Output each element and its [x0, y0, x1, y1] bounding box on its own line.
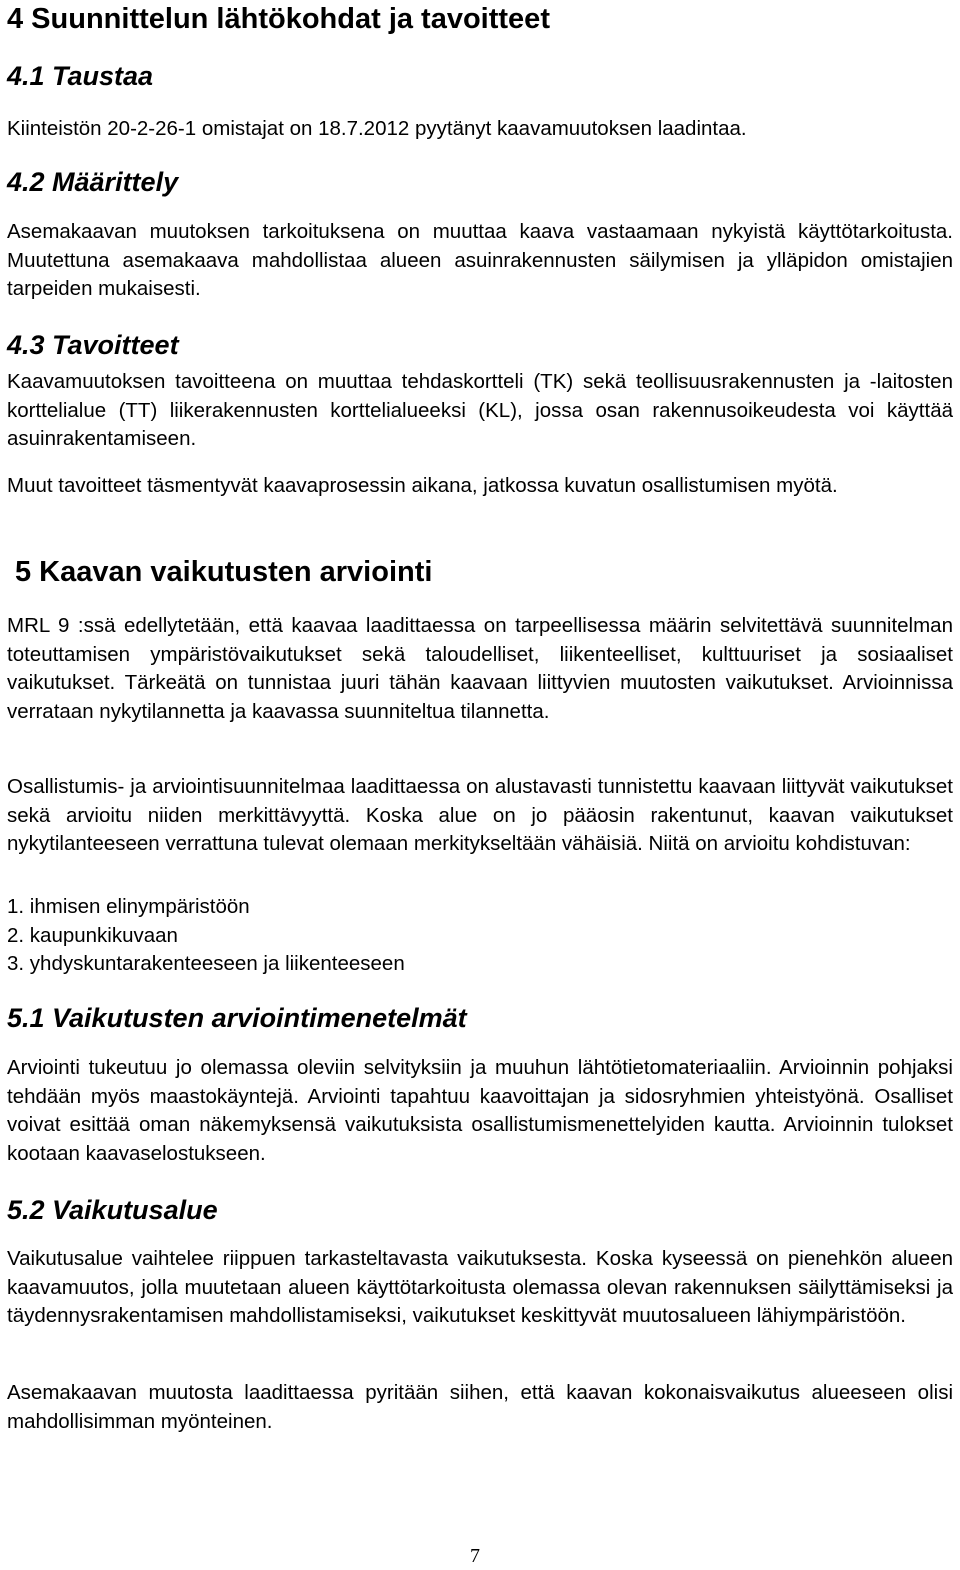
- section-4-heading: 4 Suunnittelun lähtökohdat ja tavoitteet: [7, 3, 550, 35]
- impact-list: [7, 893, 953, 979]
- section-4-3-paragraph-1: Kaavamuutoksen tavoitteena on muuttaa tehdaskortteli (TK) sekä teollisuusrakennusten ja -laitosten korttelialue (TT) liikerakennusten korttelialueeksi (KL), jossa osan rakennusoikeudesta voi käyttää asuinrakentamiseen.: [7, 370, 953, 450]
- section-5-1-paragraph: Arviointi tukeutuu jo olemassa oleviin selvityksiin ja muuhun lähtötietomateriaaliin. Arvioinnin pohjaksi tehdään myös maastokäyntejä. Arviointi tapahtuu kaavoittajan ja sidosryhmien yhteistyönä. Osalliset voivat esittää oman näkemyksensä vaikutuksista osallistumismenettelyiden kautta. Arvioinnin tulokset kootaan kaavaselostukseen.: [7, 1056, 953, 1165]
- section-4-2-paragraph: Asemakaavan muutoksen tarkoituksena on muuttaa kaava vastaamaan nykyistä käyttötarkoitusta. Muutettuna asemakaava mahdollistaa alueen asuinrakennusten säilymisen ja ylläpidon omistajien tarpeiden mukaisesti.: [7, 220, 953, 300]
- section-5-2-heading: 5.2 Vaikutusalue: [7, 1195, 218, 1225]
- list-item: 2. kaupunkikuvaan: [7, 923, 178, 947]
- section-4-1-paragraph: Kiinteistön 20-2-26-1 omistajat on 18.7.2012 pyytänyt kaavamuutoksen laadintaa.: [7, 117, 747, 140]
- section-4-1-heading: 4.1 Taustaa: [7, 61, 154, 91]
- section-4-3-heading: 4.3 Tavoitteet: [7, 330, 179, 360]
- section-4-2-heading: 4.2 Määrittely: [7, 167, 179, 197]
- section-5-paragraph-1: MRL 9 :ssä edellytetään, että kaavaa laadittaessa on tarpeellisessa määrin selvitettävä suunnitelman toteuttamisen ympäristövaikutukset sekä taloudelliset, liikenteelliset, kulttuuriset ja sosiaaliset vaikutukset. Tärkeätä on tunnistaa juuri tähän kaavaan liittyvien muutosten vaikutukset. Arvioinnissa verrataan nykytilannetta ja kaavassa suunniteltua tilannetta.: [7, 614, 953, 723]
- section-5-2-paragraph-1: Vaikutusalue vaihtelee riippuen tarkasteltavasta vaikutuksesta. Koska kyseessä on pienehkön alueen kaavamuutos, jolla muutetaan alueen käyttötarkoitusta olemassa olevan rakennuksen säilyttämiseksi ja täydennysrakentamisen mahdollistamiseksi, vaikutukset keskittyvät muutosalueen lähiympäristöön.: [7, 1247, 953, 1327]
- section-4-3-paragraph-2: Muut tavoitteet täsmentyvät kaavaprosessin aikana, jatkossa kuvatun osallistumisen myötä.: [7, 474, 838, 497]
- section-5-paragraph-2: Osallistumis- ja arviointisuunnitelmaa laadittaessa on alustavasti tunnistettu kaavaan liittyvät vaikutukset sekä arvioitu niiden merkittävyyttä. Koska alue on jo pääosin rakentunut, kaavan vaikutukset nykytilanteeseen verrattuna tulevat olemaan merkitykseltään vähäisiä. Niitä on arvioitu kohdistuvan:: [7, 775, 953, 855]
- section-5-heading: 5 Kaavan vaikutusten arviointi: [15, 556, 433, 588]
- list-item: 1. ihmisen elinympäristöön: [7, 895, 250, 918]
- list-item: 3. yhdyskuntarakenteeseen ja liikenteeseen: [7, 952, 405, 975]
- page-number: 7: [470, 1545, 480, 1567]
- section-5-1-heading: 5.1 Vaikutusten arviointimenetelmät: [7, 1003, 467, 1033]
- section-5-2-paragraph-2: Asemakaavan muutosta laadittaessa pyritään siihen, että kaavan kokonaisvaikutus alueeseen olisi mahdollisimman myönteinen.: [7, 1381, 953, 1433]
